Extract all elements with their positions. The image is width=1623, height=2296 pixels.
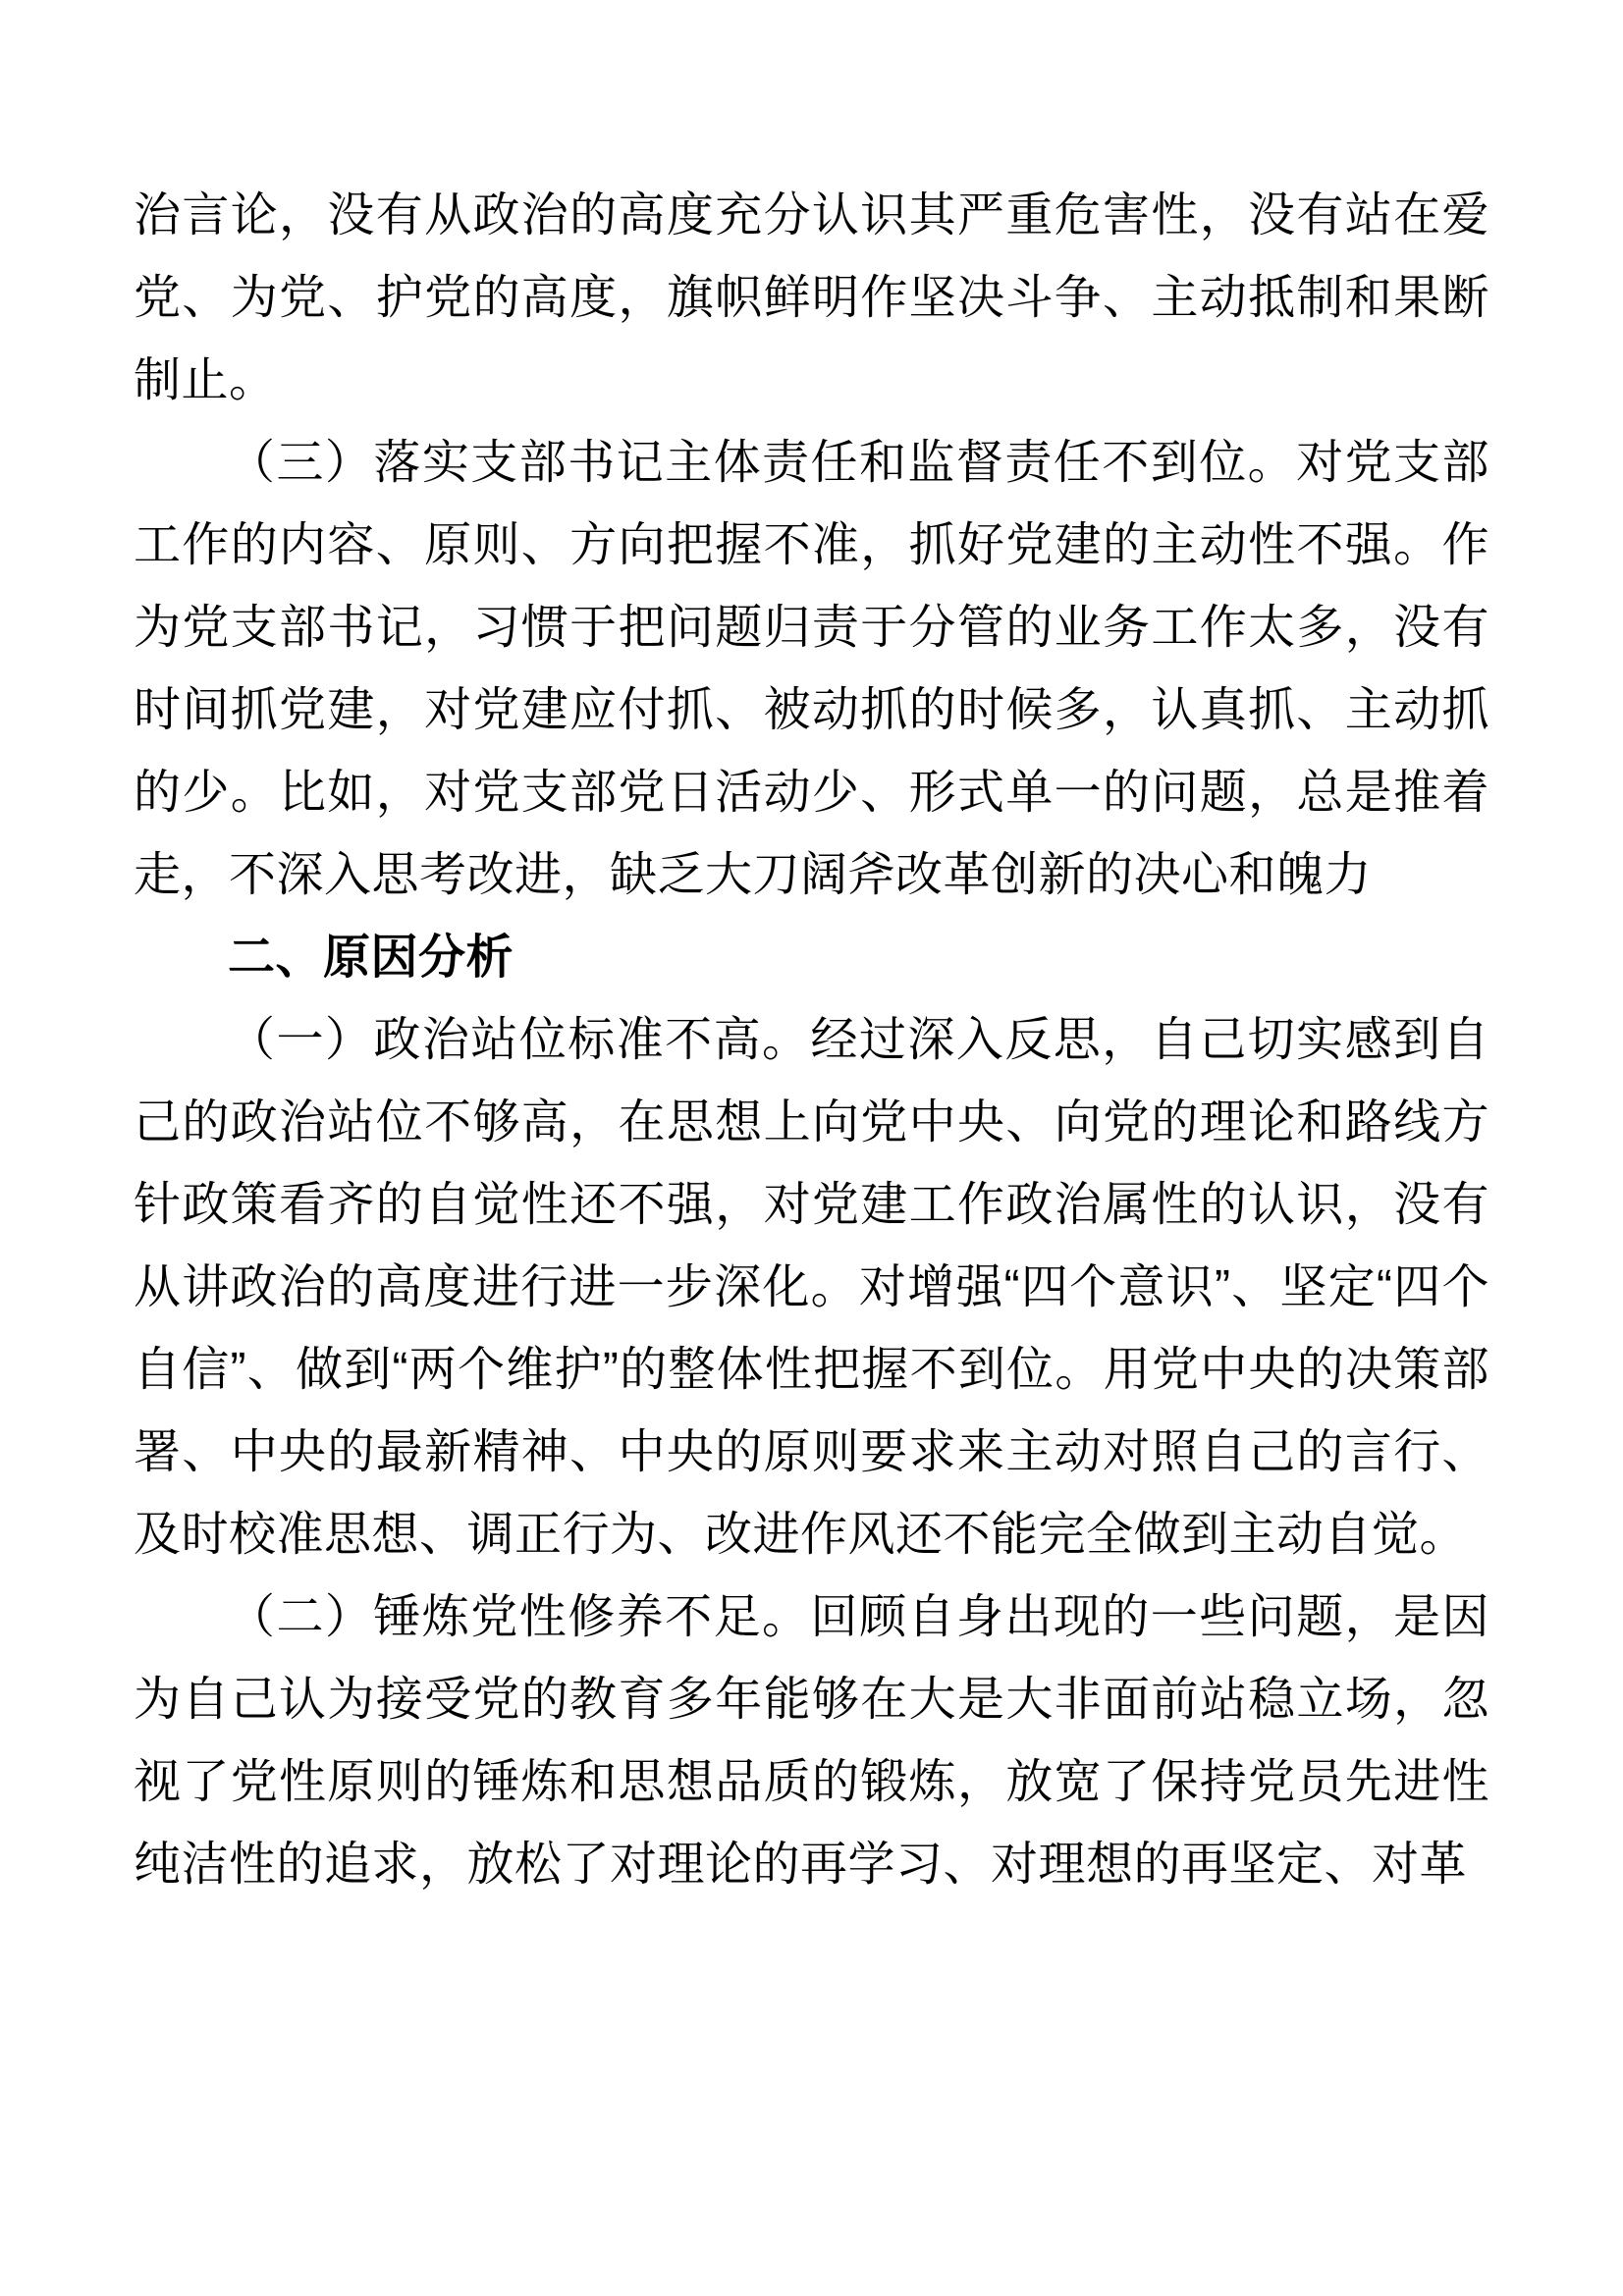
document-body (134, 175, 1489, 1906)
paragraph: （二）锤炼党性修养不足。回顾自身出现的一些问题，是因为自己认为接受党的教育多年能够在大是大非面前站稳立场，忽视了党性原则的锤炼和思想品质的锻炼，放宽了保持党员先进性纯洁性的追求，放松了对理论的再学习、对理想的再坚定、对革 (134, 1591, 1489, 1891)
paragraph: （一）政治站位标准不高。经过深入反思，自己切实感到自己的政治站位不够高，在思想上向党中央、向党的理论和路线方针政策看齐的自觉性还不强，对党建工作政治属性的认识，没有从讲政治的高度进行进一步深化。对增强“四个意识”、坚定“四个自信”、做到“两个维护”的整体性把握不到位。用党中央的决策部署、中央的最新精神、中央的原则要求来主动对照自己的言行、及时校准思想、调正行为、改进作风还不能完全做到主动自觉。 (134, 1014, 1489, 1561)
section-heading: 二、原因分析 (228, 932, 514, 984)
paragraph: 治言论，没有从政治的高度充分认识其严重危害性，没有站在爱党、为党、护党的高度，旗帜鲜明作坚决斗争、主动抵制和果断制止。 (134, 189, 1489, 406)
paragraph: （三）落实支部书记主体责任和监督责任不到位。对党支部工作的内容、原则、方向把握不准，抓好党建的主动性不强。作为党支部书记，习惯于把问题归责于分管的业务工作太多，没有时间抓党建，对党建应付抓、被动抓的时候多，认真抓、主动抓的少。比如，对党支部党日活动少、形式单一的问题，总是推着走，不深入思考改进，缺乏大刀阔斧改革创新的决心和魄力 (134, 437, 1489, 901)
